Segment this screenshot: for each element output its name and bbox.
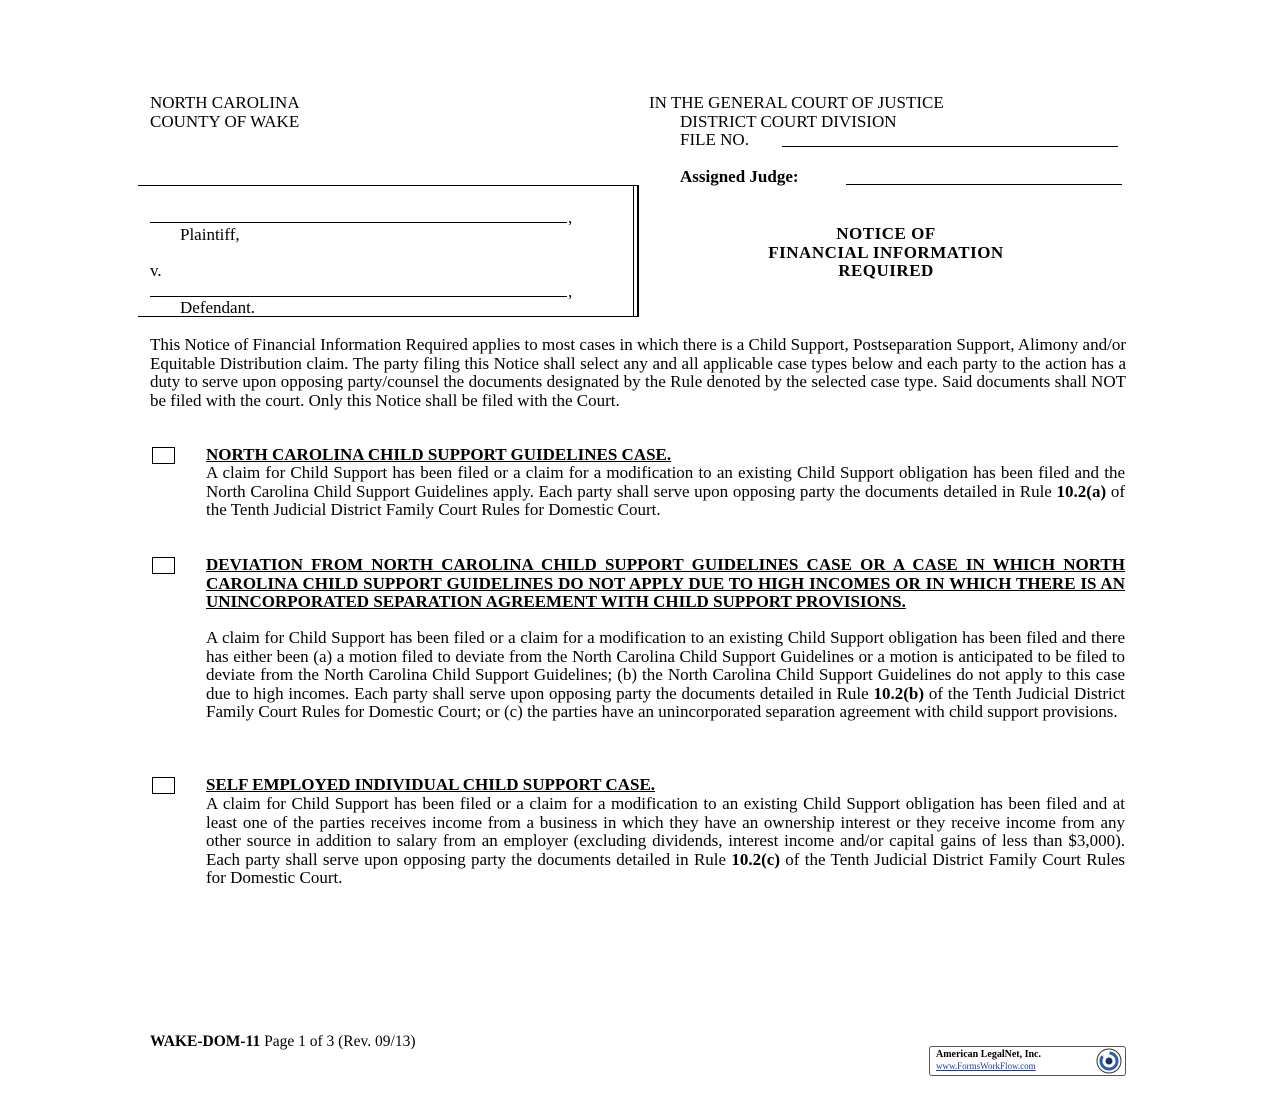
option-body [206, 795, 1125, 888]
option-body-text: of the Tenth Judicial District Family Court Rules for Domestic Court. [206, 849, 1125, 887]
file-no-field[interactable] [782, 146, 1118, 147]
caption-divider-outer [637, 185, 639, 317]
option-body-text: A claim for Child Support has been filed or a claim for a modification to an existing Child Support obligation has been filed and at least one of the parties receives income from a business in which they have an ownership interest or they receive income from any other source in addition to salary from an employer (excluding dividends, interest income and/or capital gains of less than $3,000). Each party shall serve upon opposing party the documents detailed in Rule [206, 794, 1125, 869]
option-body-text: A claim for Child Support has been filed or a claim for a modification to an existing Child Support obligation has been filed and there has either been (a) a motion filed to deviate from the North Carolina Child Support Guidelines or a motion is anticipated to be filed to deviate from the North Carolina Child Support Guidelines; (b) the North Carolina Child Support Guidelines do not apply to this case due to high incomes. Each party shall serve upon opposing party the documents detailed in Rule [206, 628, 1125, 703]
guidelines-case-checkbox[interactable] [152, 447, 175, 464]
assigned-judge-field[interactable] [846, 184, 1122, 185]
title-line-1: NOTICE OF [836, 224, 936, 243]
court-name: IN THE GENERAL COURT OF JUSTICE [649, 93, 944, 112]
option-body [206, 464, 1125, 520]
option-body-text: of the Tenth Judicial District Family Court Rules for Domestic Court; or (c) the parties have an unincorporated separation agreement with child support provisions. [206, 683, 1125, 721]
option-heading: NORTH CAROLINA CHILD SUPPORT GUIDELINES CASE. [206, 445, 672, 464]
assigned-judge-label: Assigned Judge: [680, 167, 799, 186]
defendant-name-field[interactable] [150, 296, 567, 297]
intro-paragraph: This Notice of Financial Information Required applies to most cases in which there is a Child Support, Postseparation Support, Alimony and/or Equitable Distribution claim. The party filing this Notice shall select any and all applicable case types below and each party to the action has a duty to serve upon opposing party/counsel the documents designated by the Rule denoted by the selected case type. Said documents shall NOT be filed with the court. Only this Notice shall be filed with the Court. [150, 335, 1126, 410]
plaintiff-name-field[interactable] [150, 222, 567, 223]
versus-label: v. [150, 261, 162, 280]
court-division: DISTRICT COURT DIVISION [680, 112, 897, 131]
self-employed-case-checkbox[interactable] [152, 777, 175, 794]
rule-reference: 10.2(b) [873, 683, 925, 703]
option-body-text: A claim for Child Support has been filed or a claim for a modification to an existing Child Support obligation has been filed and the North Carolina Child Support Guidelines apply. Each party shall serve upon opposing party the documents detailed in Rule [206, 463, 1125, 501]
publisher-name: American LegalNet, Inc. [936, 1049, 1041, 1060]
file-no-label: FILE NO. [680, 130, 749, 149]
form-footer [150, 1033, 415, 1051]
option-heading: SELF EMPLOYED INDIVIDUAL CHILD SUPPORT CASE. [206, 775, 656, 794]
plaintiff-label: Plaintiff, [180, 225, 240, 244]
caption-divider-inner [633, 185, 634, 317]
swirl-logo-icon [1096, 1048, 1122, 1074]
publisher-link[interactable]: www.FormsWorkFlow.com [936, 1061, 1036, 1071]
defendant-comma: , [568, 282, 573, 301]
caption-top-rule [138, 185, 637, 186]
option-heading: DEVIATION FROM NORTH CAROLINA CHILD SUPPORT GUIDELINES CASE OR A CASE IN WHICH NORTH CAROLINA CHILD SUPPORT GUIDELINES DO NOT APPLY DUE TO HIGH INCOMES OR IN WHICH THERE IS AN UNINCORPORATED SEPARATION AGREEMENT WITH CHILD SUPPORT PROVISIONS. [206, 555, 1125, 611]
page-info: Page 1 of 3 (Rev. 09/13) [260, 1033, 416, 1050]
rule-reference: 10.2(c) [731, 849, 780, 869]
title-line-3: REQUIRED [838, 261, 934, 280]
document-title [700, 225, 1072, 281]
defendant-label: Defendant. [180, 298, 256, 317]
rule-reference: 10.2(a) [1056, 481, 1107, 501]
form-id: WAKE-DOM-11 [150, 1033, 261, 1050]
deviation-case-checkbox[interactable] [152, 557, 175, 574]
state-name: NORTH CAROLINA [150, 93, 300, 112]
option-body-text: of the Tenth Judicial District Family Court Rules for Domestic Court. [206, 481, 1125, 519]
county-name: COUNTY OF WAKE [150, 112, 300, 131]
title-line-2: FINANCIAL INFORMATION [768, 242, 1004, 262]
plaintiff-comma: , [568, 208, 573, 227]
option-body [206, 629, 1125, 722]
publisher-logo[interactable] [929, 1046, 1126, 1076]
